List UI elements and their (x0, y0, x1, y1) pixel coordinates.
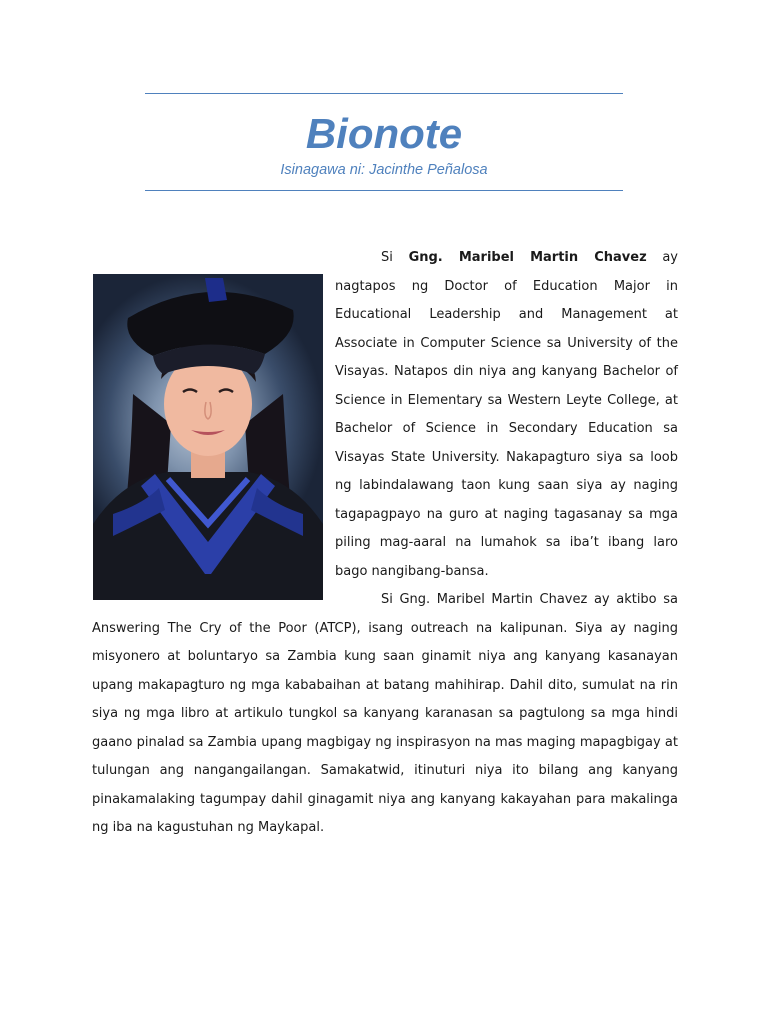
bionote-body (92, 244, 678, 843)
document-title: Bionote (305, 110, 463, 157)
document-subtitle: Isinagawa ni: Jacinthe Peñalosa (280, 162, 488, 178)
paragraph-1-text: ay nagtapos ng Doctor of Education Major in Educational Leadership and Management at Associate in Computer Science sa University of the Visayas. Natapos din niya ang kanyang Bachelor of Science in Elementary sa Western Leyte College, at Bachelor of Science in Secondary Education sa Visayas State University. Nakapagturo siya sa loob ng labindalawang taon kung saan siya ay naging tagapagpayo na guro at naging tagasanay sa mga piling mag-aaral na lumahok sa iba’t ibang laro bago nangibang-bansa. (335, 250, 678, 579)
header-rule-bottom (145, 190, 623, 191)
header-rule-top (145, 93, 623, 94)
subject-name: Gng. Maribel Martin Chavez (408, 250, 647, 265)
paragraph-1-prefix: Si (381, 250, 409, 265)
graduation-portrait-photo (93, 274, 323, 600)
bionote-paragraph-2: Si Gng. Maribel Martin Chavez ay aktibo sa Answering The Cry of the Poor (ATCP), isang outreach na kalipunan. Siya ay naging misyonero at boluntaryo sa Zambia kung saan ginamit niya ang kanyang kasanayan upang makapagturo ng mga kababaihan at batang mahihirap. Dahil dito, sumulat na rin siya ng mga libro at artikulo tungkol sa kanyang karanasan sa pagtulong sa mga hindi gaano pinalad sa Zambia upang magbigay ng inspirasyon na mas maging mapagbigay at tulungan ang nangangailangan. Samakatwid, itinuturi niya ito bilang ang kanyang pinakamalaking tagumpay dahil ginagamit niya ang kanyang kakayahan para makalinga ng iba na kagustuhan ng Maykapal. (92, 592, 678, 835)
